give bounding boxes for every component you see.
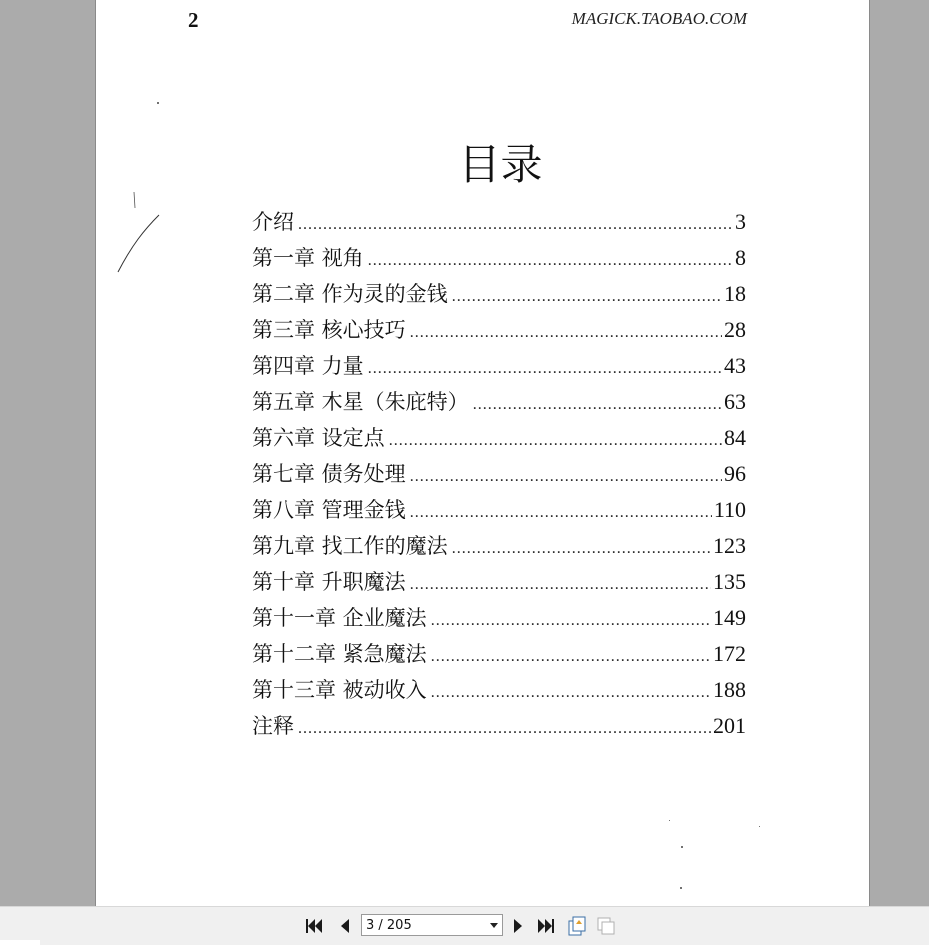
toc-dot-leader [431,684,711,702]
toc-entry-page: 8 [735,245,746,270]
toc-entry-page: 135 [713,569,746,594]
toc-entry-page: 28 [724,317,746,342]
page-selector[interactable] [361,914,503,936]
toc-entry [252,278,746,314]
toc-entry-label: 第十三章 被动收入 [252,678,427,702]
toc-entry [252,674,746,710]
first-page-button[interactable] [303,915,325,937]
toc-entry [252,386,746,422]
speck [681,846,683,848]
toc-dot-leader [410,468,722,486]
next-page-icon [510,917,526,935]
previous-page-icon [336,917,352,935]
toc-entry-label: 第十二章 紧急魔法 [252,642,427,666]
toc-entry [252,314,746,350]
toc-dot-leader [452,540,711,558]
toc-dot-leader [431,648,711,666]
toc-dot-leader [368,252,733,270]
toc-entry-page: 201 [713,713,746,738]
toc-entry-label: 第四章 力量 [252,354,364,378]
first-page-icon [304,917,324,935]
toc-entry-label: 第九章 找工作的魔法 [252,534,448,558]
toc-entry [252,206,746,242]
toc-entry [252,422,746,458]
toc-entry [252,602,746,638]
toc-entry-label: 注释 [252,714,294,738]
toc-entry-page: 84 [724,425,746,450]
toc-entry-page: 110 [713,497,746,522]
toc-entry-page: 18 [724,281,746,306]
toc-entry-page: 43 [724,353,746,378]
last-page-icon [536,917,556,935]
toc-dot-leader [368,360,722,378]
speck [157,102,159,104]
toc-entry-page: 3 [735,209,746,234]
toc-entry-page: 188 [713,677,746,702]
continuous-view-icon [595,915,617,937]
toc-dot-leader [452,288,722,306]
toc-entry [252,710,746,746]
speck [669,820,670,821]
toc-dot-leader [410,504,712,522]
toc-entry [252,458,746,494]
toc-entry-page: 123 [713,533,746,558]
toc-entry-label: 第二章 作为灵的金钱 [252,282,448,306]
toc-entry [252,638,746,674]
next-page-button[interactable] [507,915,529,937]
toc-list [252,206,746,746]
toc-entry [252,242,746,278]
navigation-toolbar [0,906,929,945]
toc-entry [252,350,746,386]
toc-dot-leader [473,396,722,414]
toc-entry [252,566,746,602]
speck [680,887,682,889]
single-page-view-button[interactable] [566,915,588,937]
header-site: MAGICK.TAOBAO.COM [571,9,747,28]
toc-entry [252,494,746,530]
toc-entry-label: 第十一章 企业魔法 [252,606,427,630]
toc-entry-label: 第五章 木星（朱庇特） [252,390,469,414]
toc-entry-page: 149 [713,605,746,630]
toc-title: 目录 [458,140,543,189]
toc-entry-label: 第七章 债务处理 [252,462,406,486]
toc-entry-page: 63 [724,389,746,414]
toc-dot-leader [298,216,733,234]
toc-entry-label: 第八章 管理金钱 [252,498,406,522]
toc-entry [252,530,746,566]
toc-dot-leader [431,612,711,630]
toc-entry-label: 第十章 升职魔法 [252,570,406,594]
toc-entry-page: 172 [713,641,746,666]
page-number: 2 [188,8,199,32]
toc-dot-leader [410,324,722,342]
toc-entry-page: 96 [724,461,746,486]
toc-dot-leader [389,432,722,450]
previous-page-button[interactable] [333,915,355,937]
toc-entry-label: 介绍 [252,210,294,234]
toc-entry-label: 第三章 核心技巧 [252,318,406,342]
document-page [95,0,870,906]
last-page-button[interactable] [535,915,557,937]
pen-mark-icon [104,190,164,280]
speck [759,826,760,827]
toc-entry-label: 第六章 设定点 [252,426,385,450]
continuous-view-button[interactable] [595,915,617,937]
status-strip [0,940,40,945]
chevron-down-icon [489,920,499,930]
single-page-view-icon [566,915,588,937]
toc-entry-label: 第一章 视角 [252,246,364,270]
toc-dot-leader [298,720,711,738]
page-indicator: 3 / 205 [366,917,412,933]
toc-dot-leader [410,576,711,594]
